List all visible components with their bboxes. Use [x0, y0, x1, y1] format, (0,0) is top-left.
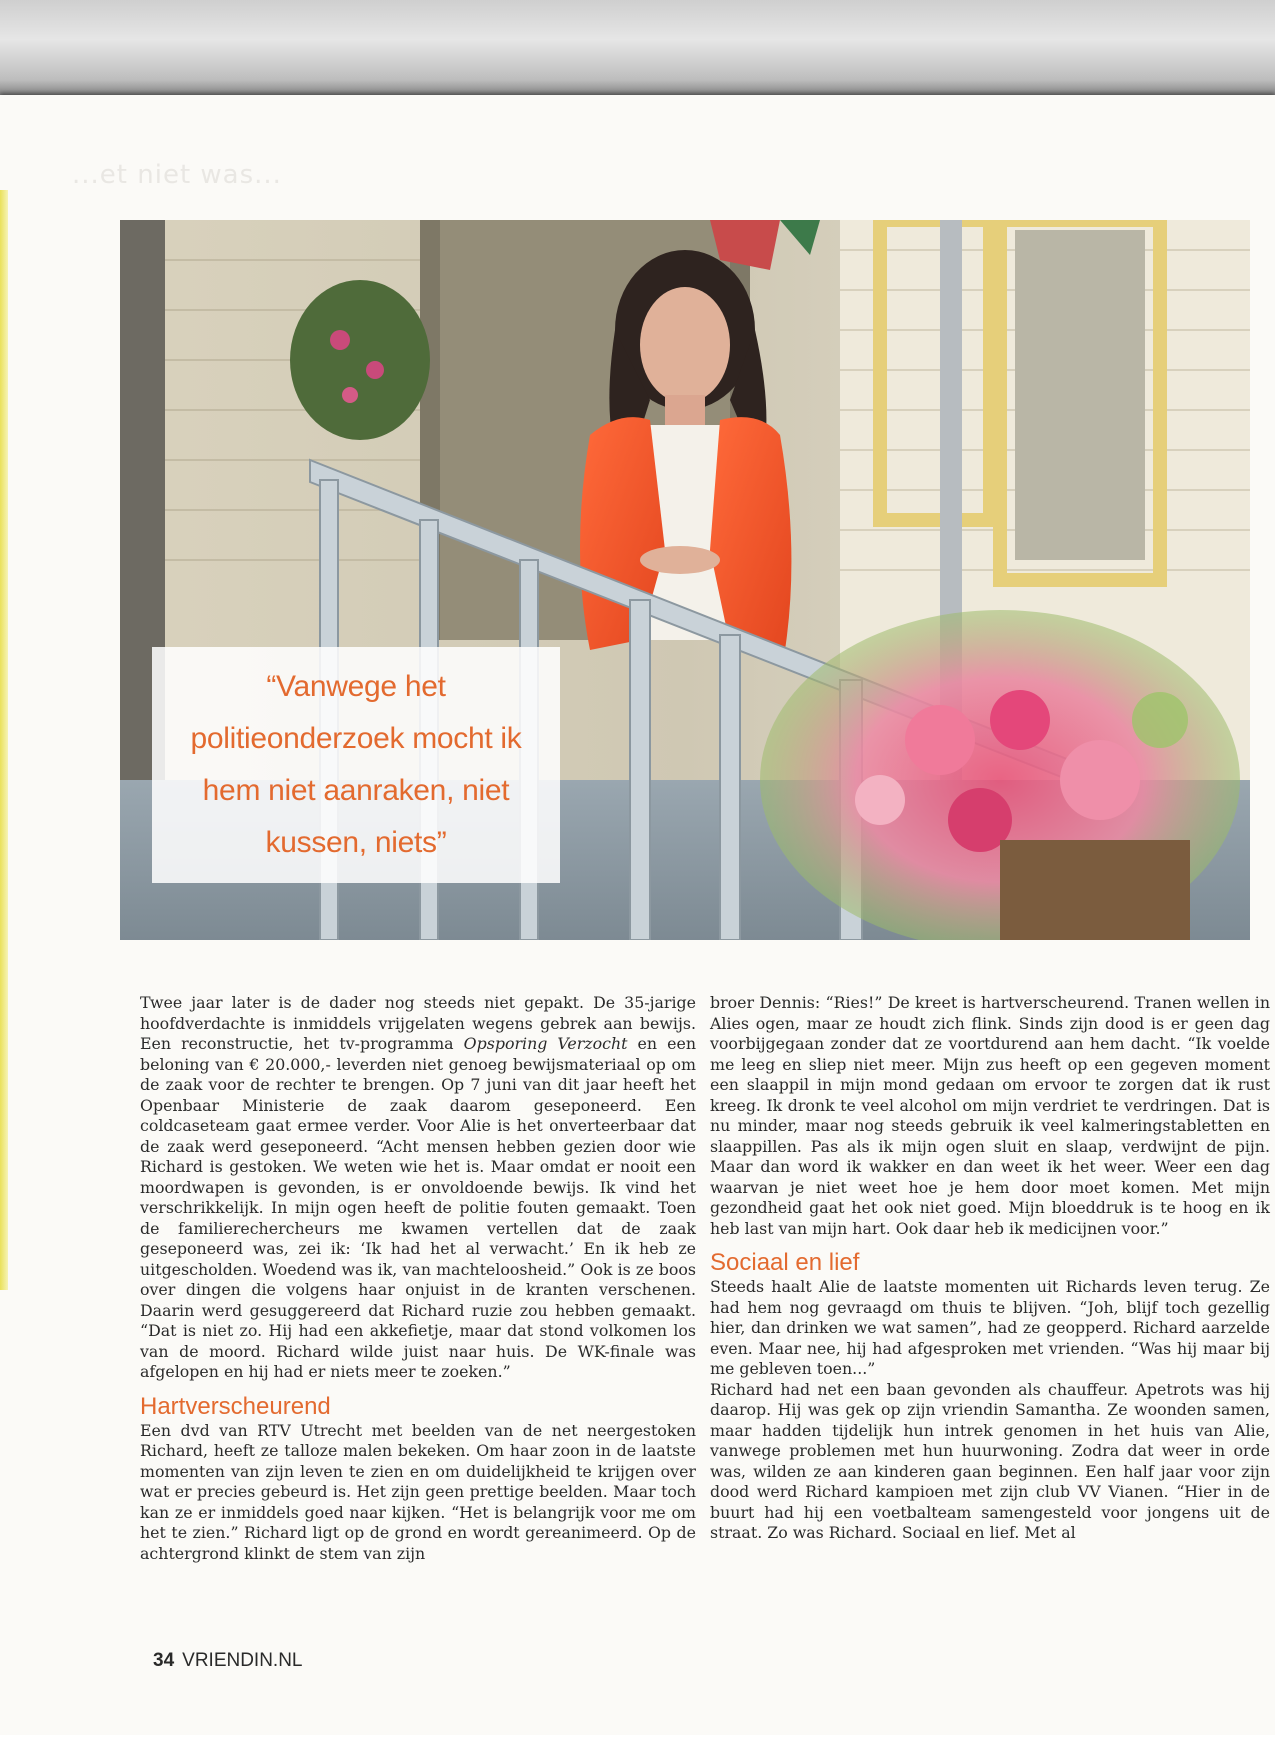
paragraph-richard: Richard had net een baan gevonden als chauffeur. Apetrots was hij daarop. Hij was gek op zijn vriendin Samantha. Ze woonden samen, maar hadden tijdelijk hun intrek genomen in het huis van Alie, vanwege problemen met hun huurwoning. Zodra dat weer in orde was, wilden ze aan kinderen gaan beginnen. Een half jaar voor zijn dood werd Richard kampioen met zijn club VV Vianen. “Hier in de buurt had hij een voetbalteam samengesteld voor jongens uit de straat. Zo was Richard. Sociaal en lief. Met al	[710, 1379, 1270, 1542]
scanner-bottom-edge	[0, 1735, 1275, 1755]
subheading-sociaal-en-lief: Sociaal en lief	[710, 1249, 860, 1276]
paragraph-intro	[140, 993, 696, 1383]
article-column-left	[140, 993, 696, 1564]
tv-program-name: Opsporing Verzocht	[463, 1034, 628, 1053]
previous-page-edge	[0, 190, 8, 1290]
paragraph-dvd: Een dvd van RTV Utrecht met beelden van de net neergestoken Richard, heeft ze talloze malen bekeken. Om haar zoon in de laatste momenten van zijn leven te zien en om duidelijkheid te krijgen over wat er precies gebeurd is. Het zijn geen prettige beelden. Maar toch kan ze er inmiddels goed naar kijken. “Het is belangrijk voor me om het te zien.” Richard ligt op de grond en wordt gereanimeerd. Op de achtergrond klinkt de stem van zijn	[140, 1420, 696, 1563]
site-name: VRIENDIN.NL	[182, 1650, 303, 1671]
article-column-right	[710, 993, 1270, 1544]
paragraph-memories: Steeds haalt Alie de laatste momenten uit Richards leven terug. Ze had hem nog gevraagd om thuis te blijven. “Joh, blijf toch gezellig hier, dan drinken we wat samen”, had ze geopperd. Richard aarzelde even. Maar nee, hij had afgesproken met vrienden. “Was hij maar bij me gebleven toen...”	[710, 1277, 1270, 1378]
pull-quote-text: “Vanwege het politieonderzoek mocht ik hem niet aanraken, niet kussen, niets”	[190, 670, 522, 859]
subheading-hartverscheurend: Hartverscheurend	[140, 1392, 331, 1420]
paragraph-dennis: broer Dennis: “Ries!” De kreet is hartverscheurend. Tranen wellen in Alies ogen, maar ze houdt zich flink. Sinds zijn dood is er geen dag voorbijgegaan zonder dat ze voortdurend aan hem dacht. “Ik voelde me leeg en sliep niet meer. Mijn zus heeft op een gegeven moment een slaappil in mijn mond gedaan om ervoor te zorgen dat ik rust kreeg. Ik dronk te veel alcohol om mijn verdriet te verdringen. Dat is nu minder, maar nog steeds gebruik ik veel kalmeringstabletten en slaappillen. Pas als ik mijn ogen sluit en slaap, verdwijnt de pijn. Maar dan word ik wakker en dan weet ik het weer. Weer een dag waarvan je niet weet hoe je hem door moet komen. Met mijn gezondheid gaat het ook niet goed. Mijn bloeddruk is te hoog en ik heb last van mijn hart. Ook daar heb ik medicijnen voor.”	[710, 993, 1270, 1238]
ghost-heading-bleedthrough: ...et niet was...	[72, 160, 282, 190]
paragraph-intro-part-a: Twee jaar later is de dader nog steeds niet gepakt. De 35-jarige hoofdverdachte is inmiddels vrijgelaten wegens gebrek aan bewijs. Een reconstructie, het tv-programma	[140, 993, 696, 1053]
page-number: 34	[153, 1650, 175, 1671]
scanner-top-shadow	[0, 0, 1275, 100]
pull-quote-box	[152, 647, 560, 883]
paragraph-intro-part-b: en een beloning van € 20.000,- leverden niet genoeg bewijsmateriaal op om de zaak voor de rechter te brengen. Op 7 juni van dit jaar heeft het Openbaar Ministerie de zaak daarom geseponeerd. Een coldcaseteam gaat ermee verder. Voor Alie is het onverteerbaar dat de zaak werd geseponeerd. “Acht mensen hebben gezien door wie Richard is gestoken. We weten wie het is. Maar omdat er nooit een moordwapen is gevonden, is er onvoldoende bewijs. Ik vind het verschrikkelijk. In mijn ogen heeft de politie fouten gemaakt. Toen de familierechercheurs me kwamen vertellen dat de zaak geseponeerd was, zei ik: ‘Ik had het al verwacht.’ En ik heb ze uitgescholden. Woedend was ik, van machteloosheid.” Ook is ze boos over dingen die volgens haar onjuist in de kranten verschenen. Daarin werd gesuggereerd dat Richard ruzie zou hebben gemaakt. “Dat is niet zo. Hij had een akkefietje, maar dat stond volkomen los van de moord. Richard wilde juist naar huis. De WK-finale was afgelopen en hij had er niets meer te zoeken.”	[140, 1034, 697, 1381]
page-footer	[153, 1650, 303, 1672]
